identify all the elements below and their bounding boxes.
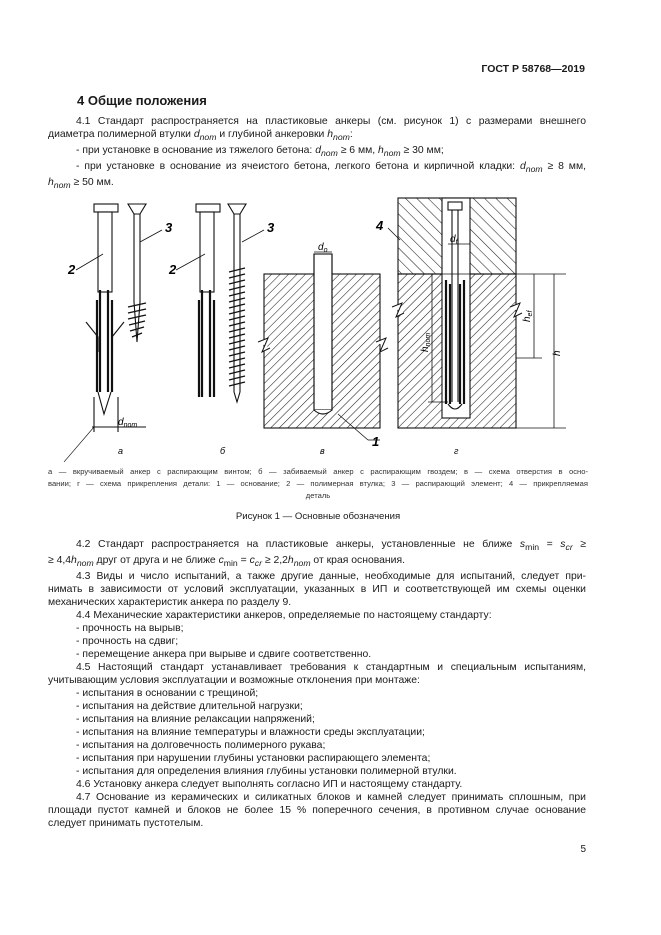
para-4-5-line2: учитывающим условия эксплуатации и возможные отклонения при монтаже:: [48, 675, 420, 687]
list-item: - испытания при нарушении глубины установки распирающего элемента;: [76, 753, 431, 765]
panel-b-label: б: [220, 446, 226, 456]
bullet-cellular-concrete-cont: $h_{nom} \ge 50$ мм.: [48, 177, 114, 191]
para-4-7-line1: 4.7 Основание из керамических и силикатных блоков и камней следует принимать сплошным, при: [76, 792, 586, 804]
label-hef: $h_{ef}$: [522, 310, 534, 322]
label-4: 4: [376, 218, 384, 233]
list-item: - испытания на влияние релаксации напряжений;: [76, 714, 315, 726]
panel-a-label: а: [118, 446, 124, 456]
para-4-7-line2: площади пустот камней и блоков не более 15 % поперечного сечения, в противном случае основание: [48, 805, 586, 817]
section-title: 4 Общие положения: [77, 93, 207, 108]
figure-anchor-diagram: [48, 192, 588, 462]
para-4-3-line2: нимать в зависимости от условий эксплуатации, указанных в ИП и соответствующей им схемы оценки: [48, 584, 586, 596]
para-4-6: 4.6 Установку анкера следует выполнять согласно ИП и настоящему стандарту.: [76, 779, 463, 791]
text-block-4-1: [48, 115, 586, 192]
label-do: $d_o$: [318, 242, 328, 254]
label-df: $d_f$: [450, 234, 458, 246]
bullet-heavy-concrete: - при установке в основание из тяжелого бетона: $d_{nom} \ge 6$ мм, $h_{nom} \ge 30$ мм;: [76, 145, 444, 159]
label-3-panel-b: 3: [267, 220, 275, 235]
text-block-main: [48, 538, 586, 830]
label-2-panel-b: 2: [169, 262, 177, 277]
para-4-5-line1: 4.5 Настоящий стандарт устанавливает требования к стандартным и специальным испытаниям,: [76, 662, 586, 674]
para-4-1-line2: диаметра полимерной втулки $d_{nom}$ и глубиной анкеровки $h_{nom}$:: [48, 129, 353, 143]
list-item: - испытания для определения влияния глубины установки полимерной втулки.: [76, 766, 457, 778]
para-4-7-line3: следует принимать пустотелым.: [48, 818, 204, 830]
label-dnom: $d_{nom}$: [118, 417, 138, 429]
list-item: - перемещение анкера при вырыве и сдвиге соответственно.: [76, 649, 372, 661]
list-item: - испытания на влияние температуры и влажности среды эксплуатации;: [76, 727, 425, 739]
list-item: - прочность на сдвиг;: [76, 636, 179, 648]
figure-caption: а — вкручиваемый анкер с распирающим винтом; б — забиваемый анкер с распирающим гвоздем; в — схема отверстия в осно- вании; г — схема прикрепления детали: 1 — основание; 2 — полимерная втулка; 3 — распирающий элемент; 4 — прикрепляемая деталь: [48, 467, 588, 500]
list-item: - испытания в основании с трещиной;: [76, 688, 259, 700]
para-4-2-line1: 4.2 Стандарт распространяется на пластиковые анкеры, установленные не ближе $s_{min} = s_{cr}$ ≥: [76, 539, 587, 553]
para-4-1-line1: 4.1 Стандарт распространяется на пластиковые анкеры (см. рисунок 1) с размерами внешнего: [76, 116, 586, 127]
panel-g-fixing-scheme: [388, 198, 566, 428]
para-4-3-line1: 4.3 Виды и число испытаний, а также другие данные, необходимые для испытаний, следует при-: [76, 571, 586, 583]
list-item: - испытания на действие длительной нагрузки;: [76, 701, 303, 713]
para-4-4: 4.4 Механические характеристики анкеров, определяемые по настоящему стандарту:: [76, 610, 492, 622]
panel-v-hole-scheme: [258, 252, 388, 440]
label-h: h: [552, 350, 563, 356]
figure-title: Рисунок 1 — Основные обозначения: [235, 511, 401, 522]
page-number: 5: [580, 844, 586, 855]
label-1: 1: [372, 434, 380, 449]
document-id: ГОСТ Р 58768—2019: [481, 63, 585, 75]
para-4-2-line2: ≥ $4,4h_{nom}$ друг от друга и не ближе $c_{min} = c_{cr} \ge 2,2h_{nom}$ от края основания.: [48, 555, 405, 569]
panel-b-nail-anchor: [176, 204, 264, 402]
bullet-cellular-concrete: - при установке в основание из ячеистого бетона, легкого бетона и кирпичной кладки: $d_{nom} \ge 8$ мм,: [76, 161, 586, 175]
label-3-panel-a: 3: [165, 220, 173, 235]
list-item: - прочность на вырыв;: [76, 623, 184, 635]
label-2-panel-a: 2: [68, 262, 76, 277]
panel-v-label: в: [320, 446, 325, 456]
para-4-3-line3: механических характеристик анкера по разделу 9.: [48, 597, 292, 609]
panel-g-label: г: [454, 446, 459, 456]
panel-a-screw-anchor: [64, 204, 162, 462]
label-hnom: $h_{nom}$: [420, 332, 432, 352]
list-item: - испытания на долговечность полимерного рукава;: [76, 740, 326, 752]
